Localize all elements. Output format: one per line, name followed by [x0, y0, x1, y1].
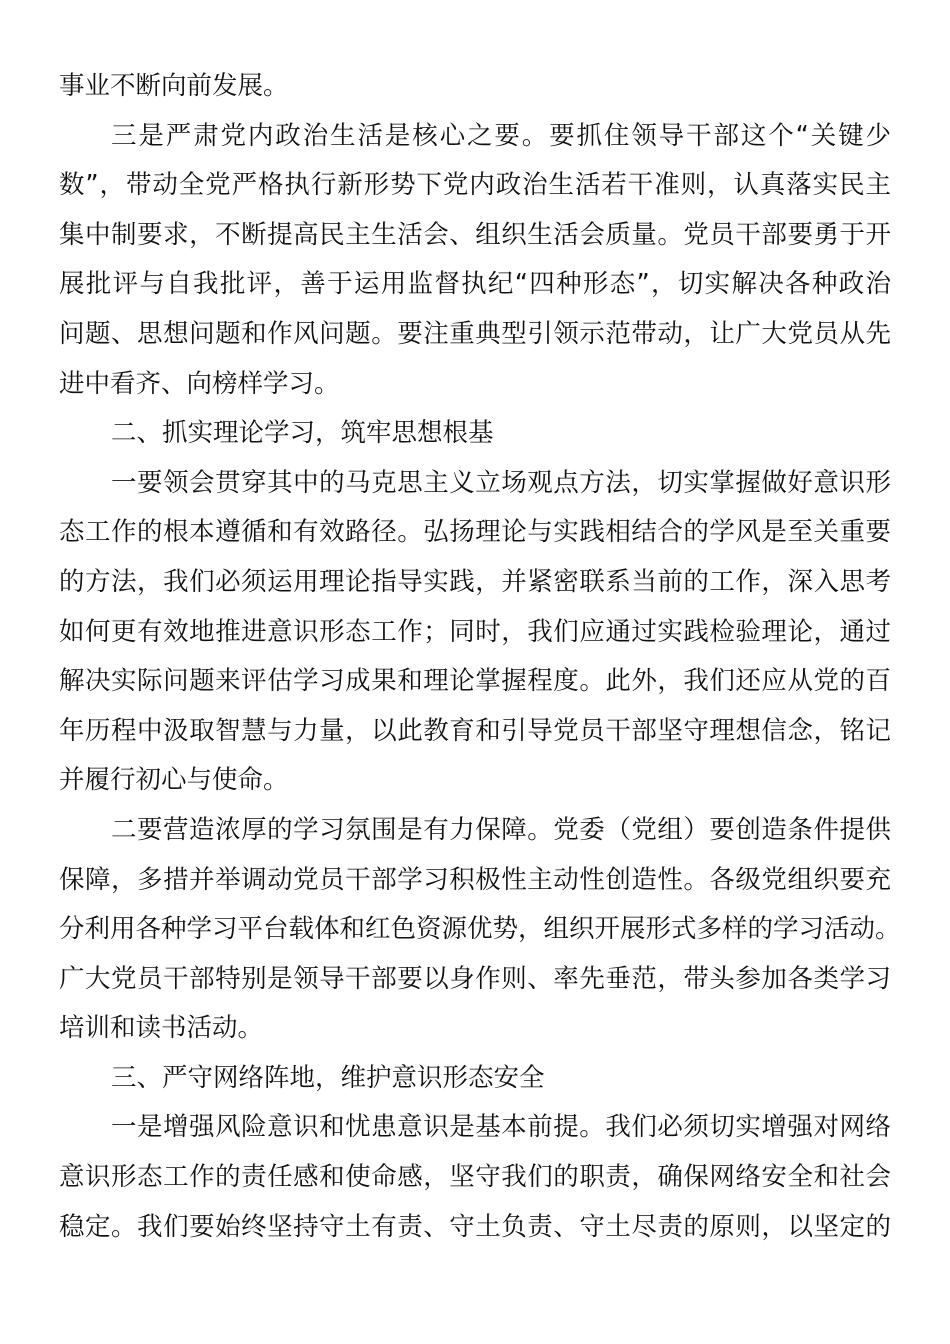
text-line: 分利用各种学习平台载体和红色资源优势，组织开展形式多样的学习活动。 [59, 914, 901, 945]
text-line: 进中看齐、向榜样学习。 [59, 368, 340, 399]
text-line: 保障，多措并举调动党员干部学习积极性主动性创造性。各级党组织要充 [59, 864, 891, 895]
text-line: 意识形态工作的责任感和使命感，坚守我们的职责，确保网络安全和社会 [59, 1162, 891, 1193]
text-line: 解决实际问题来评估学习成果和理论掌握程度。此外，我们还应从党的百 [59, 666, 891, 697]
text-line: 集中制要求，不断提高民主生活会、组织生活会质量。党员干部要勇于开 [59, 219, 891, 250]
text-line: 如何更有效地推进意识形态工作；同时，我们应通过实践检验理论，通过 [59, 616, 891, 647]
text-line: 事业不断向前发展。 [59, 71, 289, 101]
text-line: 的方法，我们必须运用理论指导实践，并紧密联系当前的工作，深入思考 [59, 566, 891, 597]
text-line: 问题、思想问题和作风问题。要注重典型引领示范带动，让广大党员从先 [59, 318, 891, 349]
text-line: 稳定。我们要始终坚持守土有责、守土负责、守土尽责的原则，以坚定的 [59, 1211, 891, 1242]
text-line: 一要领会贯穿其中的马克思主义立场观点方法，切实掌握做好意识形 [111, 467, 891, 498]
text-line: 态工作的根本遵循和有效路径。弘扬理论与实践相结合的学风是至关重要 [59, 517, 891, 548]
text-line: 培训和读书活动。 [59, 1013, 264, 1044]
text-line: 一是增强风险意识和忧患意识是基本前提。我们必须切实增强对网络 [111, 1112, 891, 1143]
text-line: 三是严肃党内政治生活是核心之要。要抓住领导干部这个“关键少 [111, 120, 891, 151]
document-page [59, 62, 901, 1252]
text-line: 数”，带动全党严格执行新形势下党内政治生活若干准则，认真落实民主 [59, 170, 891, 201]
section-heading: 三、严守网络阵地，维护意识形态安全 [111, 1062, 545, 1093]
text-line: 二要营造浓厚的学习氛围是有力保障。党委（党组）要创造条件提供 [111, 814, 891, 845]
text-line: 年历程中汲取智慧与力量，以此教育和引导党员干部坚守理想信念，铭记 [59, 715, 891, 746]
text-line: 并履行初心与使命。 [59, 765, 289, 796]
text-line: 广大党员干部特别是领导干部要以身作则、率先垂范，带头参加各类学习 [59, 963, 891, 994]
text-line: 展批评与自我批评，善于运用监督执纪“四种形态”，切实解决各种政治 [59, 269, 891, 300]
section-heading: 二、抓实理论学习，筑牢思想根基 [111, 418, 494, 449]
